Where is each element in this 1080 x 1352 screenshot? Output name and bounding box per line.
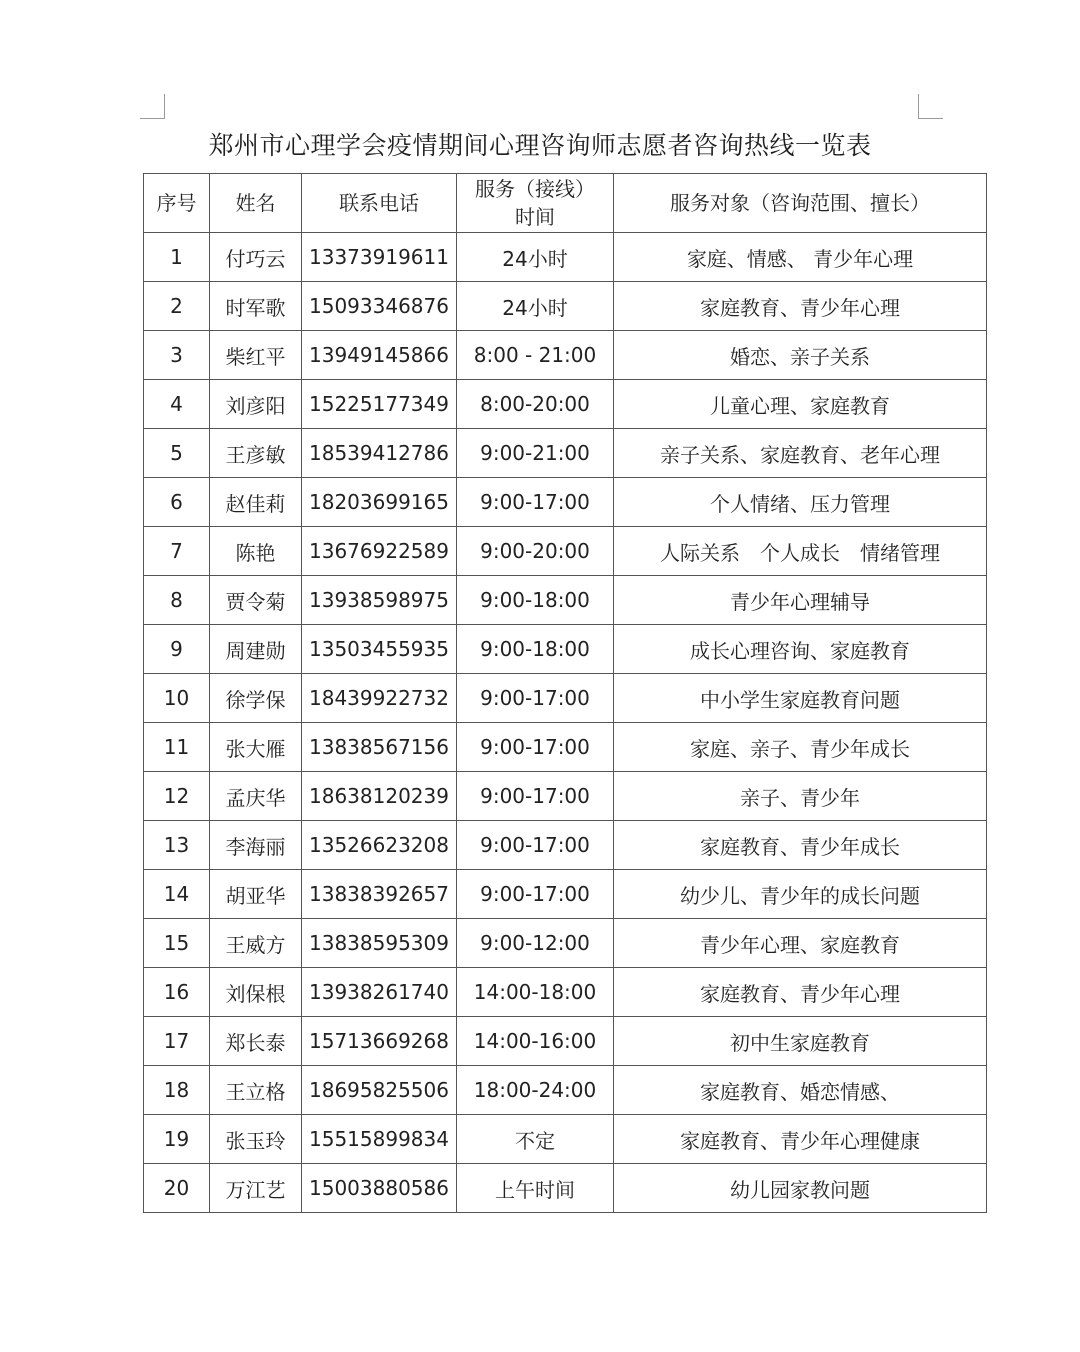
cell-name: 孟庆华 (210, 772, 302, 821)
cell-service-scope: 亲子关系、家庭教育、老年心理 (614, 429, 987, 478)
cell-phone: 13503455935 (302, 625, 457, 674)
cell-service-time: 9:00-17:00 (457, 821, 614, 870)
header-service-time-line2: 时间 (515, 205, 555, 229)
cell-service-scope: 家庭、亲子、青少年成长 (614, 723, 987, 772)
cell-phone: 15003880586 (302, 1164, 457, 1213)
table-row (144, 576, 987, 625)
cell-index: 15 (144, 919, 210, 968)
table-row (144, 527, 987, 576)
header-service-time-line1: 服务（接线） (475, 177, 595, 201)
cell-index: 3 (144, 331, 210, 380)
cell-service-scope: 人际关系 个人成长 情绪管理 (614, 527, 987, 576)
header-service-scope: 服务对象（咨询范围、擅长） (614, 174, 987, 233)
table-row (144, 821, 987, 870)
cell-service-scope: 儿童心理、家庭教育 (614, 380, 987, 429)
cell-phone: 13676922589 (302, 527, 457, 576)
cell-service-time: 24小时 (457, 233, 614, 282)
table-body (144, 233, 987, 1213)
table-row (144, 1017, 987, 1066)
cell-name: 柴红平 (210, 331, 302, 380)
table-row (144, 1164, 987, 1213)
page-corner-mark-left (140, 94, 165, 119)
table-row (144, 723, 987, 772)
cell-index: 4 (144, 380, 210, 429)
cell-service-time: 9:00-17:00 (457, 870, 614, 919)
cell-name: 张大雁 (210, 723, 302, 772)
cell-phone: 18539412786 (302, 429, 457, 478)
cell-service-time: 9:00-17:00 (457, 674, 614, 723)
cell-name: 徐学保 (210, 674, 302, 723)
cell-service-time: 9:00-18:00 (457, 576, 614, 625)
cell-service-scope: 幼少儿、青少年的成长问题 (614, 870, 987, 919)
cell-service-time: 14:00-16:00 (457, 1017, 614, 1066)
cell-service-time: 9:00-21:00 (457, 429, 614, 478)
cell-phone: 15515899834 (302, 1115, 457, 1164)
cell-index: 9 (144, 625, 210, 674)
cell-service-scope: 青少年心理辅导 (614, 576, 987, 625)
cell-name: 赵佳莉 (210, 478, 302, 527)
cell-name: 时军歌 (210, 282, 302, 331)
table-row (144, 331, 987, 380)
cell-phone: 15713669268 (302, 1017, 457, 1066)
cell-name: 刘彦阳 (210, 380, 302, 429)
table-row (144, 968, 987, 1017)
cell-service-scope: 婚恋、亲子关系 (614, 331, 987, 380)
cell-index: 12 (144, 772, 210, 821)
table-row (144, 1115, 987, 1164)
header-name: 姓名 (210, 174, 302, 233)
cell-service-scope: 幼儿园家教问题 (614, 1164, 987, 1213)
table-row (144, 625, 987, 674)
cell-service-time: 9:00-18:00 (457, 625, 614, 674)
cell-service-scope: 家庭教育、青少年心理 (614, 968, 987, 1017)
table-row (144, 870, 987, 919)
cell-service-scope: 初中生家庭教育 (614, 1017, 987, 1066)
cell-service-time: 9:00-17:00 (457, 772, 614, 821)
cell-phone: 13373919611 (302, 233, 457, 282)
cell-name: 王威方 (210, 919, 302, 968)
cell-phone: 13838595309 (302, 919, 457, 968)
table-header (144, 174, 987, 233)
table-row (144, 380, 987, 429)
cell-index: 16 (144, 968, 210, 1017)
table-row (144, 1066, 987, 1115)
cell-phone: 18695825506 (302, 1066, 457, 1115)
cell-phone: 18203699165 (302, 478, 457, 527)
cell-index: 1 (144, 233, 210, 282)
table-row (144, 478, 987, 527)
cell-phone: 13938598975 (302, 576, 457, 625)
header-row (144, 174, 987, 233)
cell-service-scope: 家庭教育、青少年心理 (614, 282, 987, 331)
cell-index: 11 (144, 723, 210, 772)
cell-name: 万江艺 (210, 1164, 302, 1213)
cell-phone: 15225177349 (302, 380, 457, 429)
cell-service-time: 不定 (457, 1115, 614, 1164)
cell-service-scope: 中小学生家庭教育问题 (614, 674, 987, 723)
cell-phone: 13938261740 (302, 968, 457, 1017)
table-row (144, 772, 987, 821)
cell-phone: 13838567156 (302, 723, 457, 772)
header-service-time (457, 174, 614, 233)
cell-service-time: 9:00-17:00 (457, 723, 614, 772)
cell-service-time: 9:00-20:00 (457, 527, 614, 576)
table-row (144, 233, 987, 282)
cell-index: 8 (144, 576, 210, 625)
cell-phone: 13949145866 (302, 331, 457, 380)
cell-service-time: 9:00-12:00 (457, 919, 614, 968)
cell-service-time: 8:00 - 21:00 (457, 331, 614, 380)
cell-service-scope: 家庭教育、婚恋情感、 (614, 1066, 987, 1115)
cell-index: 17 (144, 1017, 210, 1066)
cell-name: 王立格 (210, 1066, 302, 1115)
page-corner-mark-right (918, 94, 943, 119)
cell-name: 郑长泰 (210, 1017, 302, 1066)
cell-service-scope: 家庭教育、青少年成长 (614, 821, 987, 870)
cell-phone: 13526623208 (302, 821, 457, 870)
cell-index: 5 (144, 429, 210, 478)
table-row (144, 282, 987, 331)
cell-name: 刘保根 (210, 968, 302, 1017)
cell-index: 20 (144, 1164, 210, 1213)
cell-index: 18 (144, 1066, 210, 1115)
table-row (144, 429, 987, 478)
cell-service-scope: 家庭、情感、 青少年心理 (614, 233, 987, 282)
cell-index: 10 (144, 674, 210, 723)
cell-name: 胡亚华 (210, 870, 302, 919)
cell-service-scope: 青少年心理、家庭教育 (614, 919, 987, 968)
cell-phone: 18638120239 (302, 772, 457, 821)
hotline-table (143, 173, 987, 1213)
cell-phone: 15093346876 (302, 282, 457, 331)
cell-service-time: 14:00-18:00 (457, 968, 614, 1017)
cell-service-scope: 亲子、青少年 (614, 772, 987, 821)
page-title: 郑州市心理学会疫情期间心理咨询师志愿者咨询热线一览表 (208, 131, 872, 160)
cell-phone: 18439922732 (302, 674, 457, 723)
cell-service-time: 24小时 (457, 282, 614, 331)
cell-index: 14 (144, 870, 210, 919)
cell-index: 6 (144, 478, 210, 527)
table-row (144, 919, 987, 968)
header-index: 序号 (144, 174, 210, 233)
table-row (144, 674, 987, 723)
cell-name: 付巧云 (210, 233, 302, 282)
cell-phone: 13838392657 (302, 870, 457, 919)
cell-index: 13 (144, 821, 210, 870)
cell-service-time: 8:00-20:00 (457, 380, 614, 429)
cell-name: 张玉玲 (210, 1115, 302, 1164)
cell-service-scope: 个人情绪、压力管理 (614, 478, 987, 527)
cell-name: 陈艳 (210, 527, 302, 576)
cell-name: 李海丽 (210, 821, 302, 870)
cell-name: 王彦敏 (210, 429, 302, 478)
cell-index: 19 (144, 1115, 210, 1164)
cell-service-time: 上午时间 (457, 1164, 614, 1213)
cell-name: 贾令菊 (210, 576, 302, 625)
cell-service-time: 18:00-24:00 (457, 1066, 614, 1115)
cell-service-scope: 成长心理咨询、家庭教育 (614, 625, 987, 674)
cell-name: 周建勋 (210, 625, 302, 674)
cell-index: 2 (144, 282, 210, 331)
header-phone: 联系电话 (302, 174, 457, 233)
cell-index: 7 (144, 527, 210, 576)
cell-service-time: 9:00-17:00 (457, 478, 614, 527)
cell-service-scope: 家庭教育、青少年心理健康 (614, 1115, 987, 1164)
